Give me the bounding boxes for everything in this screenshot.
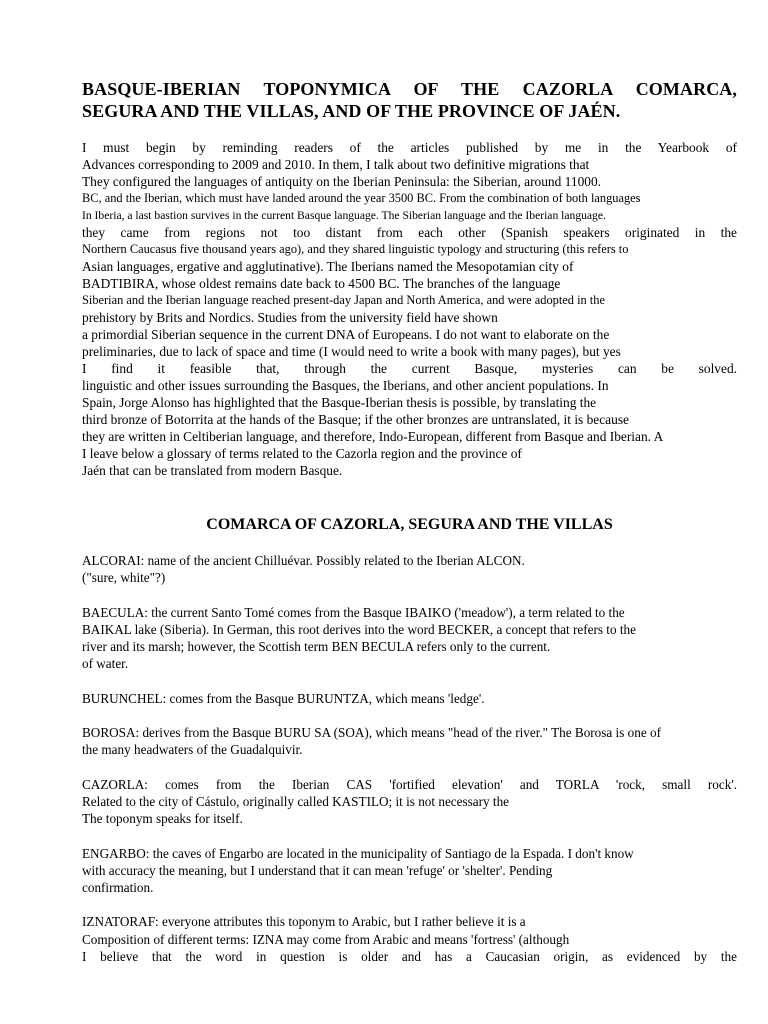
entry-line: of water. bbox=[82, 656, 129, 672]
title-line: BASQUE-IBERIAN TOPONYMICA OF THE CAZORLA COMARCA, bbox=[82, 79, 737, 99]
intro-line: Siberian and the Iberian language reached present-day Japan and North America, and were adopted in the bbox=[82, 293, 605, 307]
intro-line: BADTIBIRA, whose oldest remains date back to 4500 BC. The branches of the language bbox=[82, 276, 561, 291]
intro-line: I find it feasible that, through the current Basque, mysteries can be solved. bbox=[82, 361, 737, 376]
entry-line: confirmation. bbox=[82, 880, 154, 896]
glossary-entry-iznatoraf bbox=[82, 913, 737, 965]
intro-line: a primordial Siberian sequence in the current DNA of Europeans. I do not want to elaborate on the bbox=[82, 327, 610, 342]
intro-line: Asian languages, ergative and agglutinative). The Iberians named the Mesopotamian city of bbox=[82, 259, 574, 274]
intro-paragraph bbox=[82, 139, 737, 479]
intro-line: I must begin by reminding readers of the articles published by me in the Yearbook of bbox=[82, 140, 737, 155]
entry-line: river and its marsh; however, the Scottish term BEN BECULA refers only to the current. bbox=[82, 639, 551, 655]
entry-line: BURUNCHEL: comes from the Basque BURUNTZA, which means 'ledge'. bbox=[82, 690, 485, 706]
document-title bbox=[82, 78, 737, 122]
intro-line: Advances corresponding to 2009 and 2010. In them, I talk about two definitive migrations that bbox=[82, 157, 590, 172]
entry-line: BAIKAL lake (Siberia). In German, this root derives into the word BECKER, a concept that refers to the bbox=[82, 621, 636, 637]
entry-line: ALCORAI: name of the ancient Chilluévar. Possibly related to the Iberian ALCON. bbox=[82, 553, 525, 568]
entry-line: I believe that the word in question is older and has a Caucasian origin, as evidenced by the bbox=[82, 949, 737, 965]
entry-line: Related to the city of Cástulo, originally called KASTILO; it is not necessary the bbox=[82, 793, 510, 809]
entry-line: with accuracy the meaning, but I understand that it can mean 'refuge' or 'shelter'. Pending bbox=[82, 862, 553, 878]
entry-line: the many headwaters of the Guadalquivir. bbox=[82, 742, 303, 758]
glossary-entry-baecula bbox=[82, 604, 737, 673]
title-line: SEGURA AND THE VILLAS, AND OF THE PROVINCE OF JAÉN. bbox=[82, 101, 621, 121]
intro-line: they are written in Celtiberian language, and therefore, Indo-European, different from Basque and Iberian. A bbox=[82, 429, 664, 444]
intro-line: they came from regions not too distant from each other (Spanish speakers originated in the bbox=[82, 225, 737, 240]
entry-line: BOROSA: derives from the Basque BURU SA (SOA), which means "head of the river." The Borosa is one of bbox=[82, 725, 661, 741]
glossary-entry-burunchel bbox=[82, 690, 737, 707]
glossary-entry-cazorla bbox=[82, 776, 737, 828]
intro-line: preliminaries, due to lack of space and time (I would need to write a book with many pages), but yes bbox=[82, 344, 621, 359]
intro-line: prehistory by Brits and Nordics. Studies from the university field have shown bbox=[82, 310, 498, 325]
glossary-entry-alcorai bbox=[82, 552, 737, 587]
entry-line: ("sure, white"?) bbox=[82, 570, 166, 586]
document-page bbox=[82, 78, 737, 965]
intro-line: They configured the languages of antiquity on the Iberian Peninsula: the Siberian, around 11000. bbox=[82, 174, 601, 189]
entry-line: CAZORLA: comes from the Iberian CAS 'fortified elevation' and TORLA 'rock, small rock'. bbox=[82, 776, 737, 792]
entry-line: Composition of different terms: IZNA may come from Arabic and means 'fortress' (although bbox=[82, 931, 570, 947]
entry-line: The toponym speaks for itself. bbox=[82, 811, 243, 827]
section-heading: COMARCA OF CAZORLA, SEGURA AND THE VILLAS bbox=[206, 516, 613, 533]
entry-line: IZNATORAF: everyone attributes this toponym to Arabic, but I rather believe it is a bbox=[82, 914, 526, 930]
intro-line: Spain, Jorge Alonso has highlighted that the Basque-Iberian thesis is possible, by translating the bbox=[82, 395, 597, 410]
glossary-entry-borosa bbox=[82, 724, 737, 759]
intro-line: Northern Caucasus five thousand years ago), and they shared linguistic typology and structuring (this refers to bbox=[82, 242, 629, 256]
intro-line: Jaén that can be translated from modern Basque. bbox=[82, 463, 343, 478]
intro-line: BC, and the Iberian, which must have landed around the year 3500 BC. From the combination of both languages bbox=[82, 191, 641, 205]
intro-line: linguistic and other issues surrounding the Basques, the Iberians, and other ancient populations. In bbox=[82, 378, 609, 393]
entry-line: BAECULA: the current Santo Tomé comes from the Basque IBAIKO ('meadow'), a term related to the bbox=[82, 604, 625, 620]
intro-line: I leave below a glossary of terms related to the Cazorla region and the province of bbox=[82, 446, 522, 461]
glossary-entry-engarbo bbox=[82, 845, 737, 897]
intro-line: In Iberia, a last bastion survives in the current Basque language. The Siberian language and the Iberian language. bbox=[82, 209, 606, 222]
entry-line: ENGARBO: the caves of Engarbo are located in the municipality of Santiago de la Espada. I don't know bbox=[82, 845, 634, 861]
intro-line: third bronze of Botorrita at the hands of the Basque; if the other bronzes are untranslated, it is because bbox=[82, 412, 629, 427]
